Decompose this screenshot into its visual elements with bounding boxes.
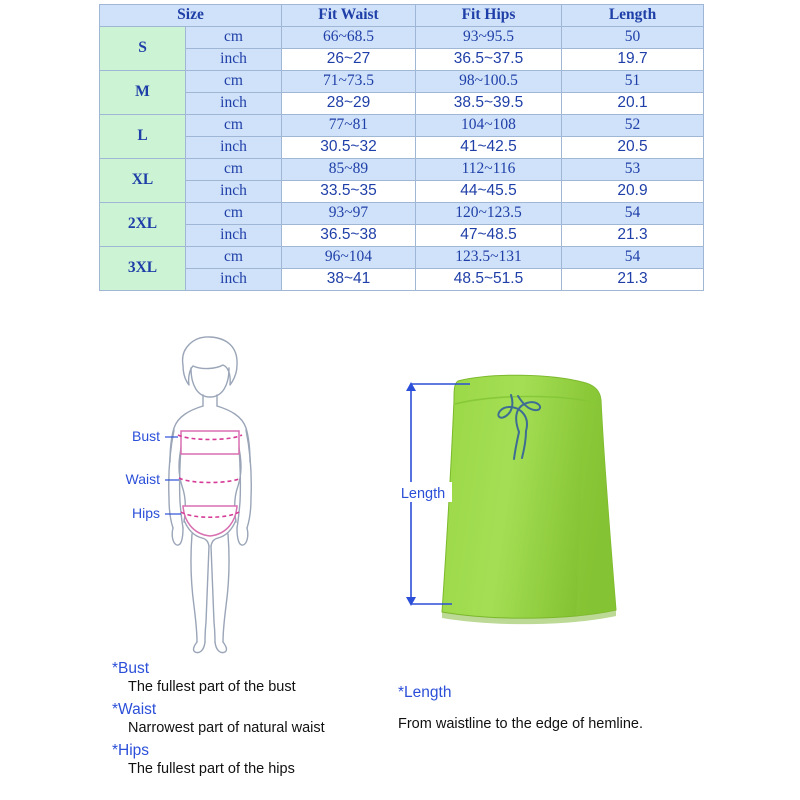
body-figure-illustration	[120, 334, 320, 664]
cell-hips-cm: 98~100.5	[416, 71, 562, 93]
row-unit-inch: inch	[186, 225, 282, 247]
row-size-label: XL	[100, 159, 186, 203]
header-length: Length	[562, 5, 704, 27]
row-unit-inch: inch	[186, 137, 282, 159]
table-row	[100, 225, 704, 247]
cell-waist-inch: 38~41	[282, 269, 416, 291]
cell-waist-cm: 85~89	[282, 159, 416, 181]
row-unit-cm: cm	[186, 71, 282, 93]
table-row	[100, 159, 704, 181]
figure-label-hips: Hips	[131, 505, 160, 521]
table-row	[100, 247, 704, 269]
table-row	[100, 203, 704, 225]
legend-term-waist: *Waist	[112, 701, 157, 718]
cell-waist-cm: 66~68.5	[282, 27, 416, 49]
illustration-area	[0, 334, 800, 800]
legend-term-hips: *Hips	[112, 742, 150, 759]
row-unit-cm: cm	[186, 247, 282, 269]
header-fit-hips: Fit Hips	[416, 5, 562, 27]
cell-length-inch: 19.7	[562, 49, 704, 71]
table-row	[100, 115, 704, 137]
table-header-row	[100, 5, 704, 27]
figure-label-waist: Waist	[125, 471, 160, 487]
legend-term-length: *Length	[398, 684, 452, 701]
cell-waist-inch: 28~29	[282, 93, 416, 115]
cell-waist-inch: 33.5~35	[282, 181, 416, 203]
cell-waist-inch: 30.5~32	[282, 137, 416, 159]
row-size-label: S	[100, 27, 186, 71]
cell-length-inch: 20.9	[562, 181, 704, 203]
cell-length-cm: 50	[562, 27, 704, 49]
size-chart-table	[99, 4, 704, 291]
row-unit-inch: inch	[186, 181, 282, 203]
row-size-label: L	[100, 115, 186, 159]
cell-waist-cm: 96~104	[282, 247, 416, 269]
skirt-shape	[442, 375, 616, 624]
cell-waist-cm: 93~97	[282, 203, 416, 225]
cell-waist-inch: 36.5~38	[282, 225, 416, 247]
cell-waist-cm: 77~81	[282, 115, 416, 137]
cell-length-inch: 20.1	[562, 93, 704, 115]
cell-length-cm: 54	[562, 247, 704, 269]
table-row	[100, 181, 704, 203]
legend-desc-length: From waistline to the edge of hemline.	[398, 716, 644, 732]
size-chart-table-wrapper	[99, 4, 703, 291]
table-row	[100, 93, 704, 115]
cell-waist-inch: 26~27	[282, 49, 416, 71]
row-size-label: 3XL	[100, 247, 186, 291]
cell-length-cm: 53	[562, 159, 704, 181]
cell-hips-inch: 48.5~51.5	[416, 269, 562, 291]
legend-desc-hips: The fullest part of the hips	[128, 761, 295, 777]
row-unit-inch: inch	[186, 93, 282, 115]
row-unit-cm: cm	[186, 27, 282, 49]
cell-hips-inch: 44~45.5	[416, 181, 562, 203]
cell-hips-cm: 93~95.5	[416, 27, 562, 49]
legend-term-bust: *Bust	[112, 660, 150, 677]
row-unit-cm: cm	[186, 115, 282, 137]
legend-right	[398, 684, 728, 738]
cell-hips-inch: 36.5~37.5	[416, 49, 562, 71]
cell-hips-cm: 104~108	[416, 115, 562, 137]
legend-left	[112, 660, 382, 783]
cell-length-cm: 54	[562, 203, 704, 225]
cell-hips-inch: 47~48.5	[416, 225, 562, 247]
row-unit-cm: cm	[186, 159, 282, 181]
cell-hips-inch: 41~42.5	[416, 137, 562, 159]
header-fit-waist: Fit Waist	[282, 5, 416, 27]
cell-waist-cm: 71~73.5	[282, 71, 416, 93]
figure-label-bust: Bust	[131, 428, 160, 444]
table-row	[100, 49, 704, 71]
cell-length-inch: 20.5	[562, 137, 704, 159]
row-unit-inch: inch	[186, 49, 282, 71]
cell-hips-cm: 120~123.5	[416, 203, 562, 225]
cell-hips-cm: 123.5~131	[416, 247, 562, 269]
cell-hips-inch: 38.5~39.5	[416, 93, 562, 115]
legend-desc-waist: Narrowest part of natural waist	[128, 720, 325, 736]
skirt-illustration	[390, 374, 680, 664]
table-row	[100, 27, 704, 49]
table-row	[100, 269, 704, 291]
legend-desc-bust: The fullest part of the bust	[128, 679, 296, 695]
cell-hips-cm: 112~116	[416, 159, 562, 181]
row-unit-inch: inch	[186, 269, 282, 291]
cell-length-cm: 51	[562, 71, 704, 93]
skirt-label-length: Length	[400, 486, 446, 502]
row-size-label: 2XL	[100, 203, 186, 247]
header-size: Size	[100, 5, 282, 27]
cell-length-inch: 21.3	[562, 225, 704, 247]
table-row	[100, 71, 704, 93]
cell-length-cm: 52	[562, 115, 704, 137]
cell-length-inch: 21.3	[562, 269, 704, 291]
row-size-label: M	[100, 71, 186, 115]
row-unit-cm: cm	[186, 203, 282, 225]
table-row	[100, 137, 704, 159]
